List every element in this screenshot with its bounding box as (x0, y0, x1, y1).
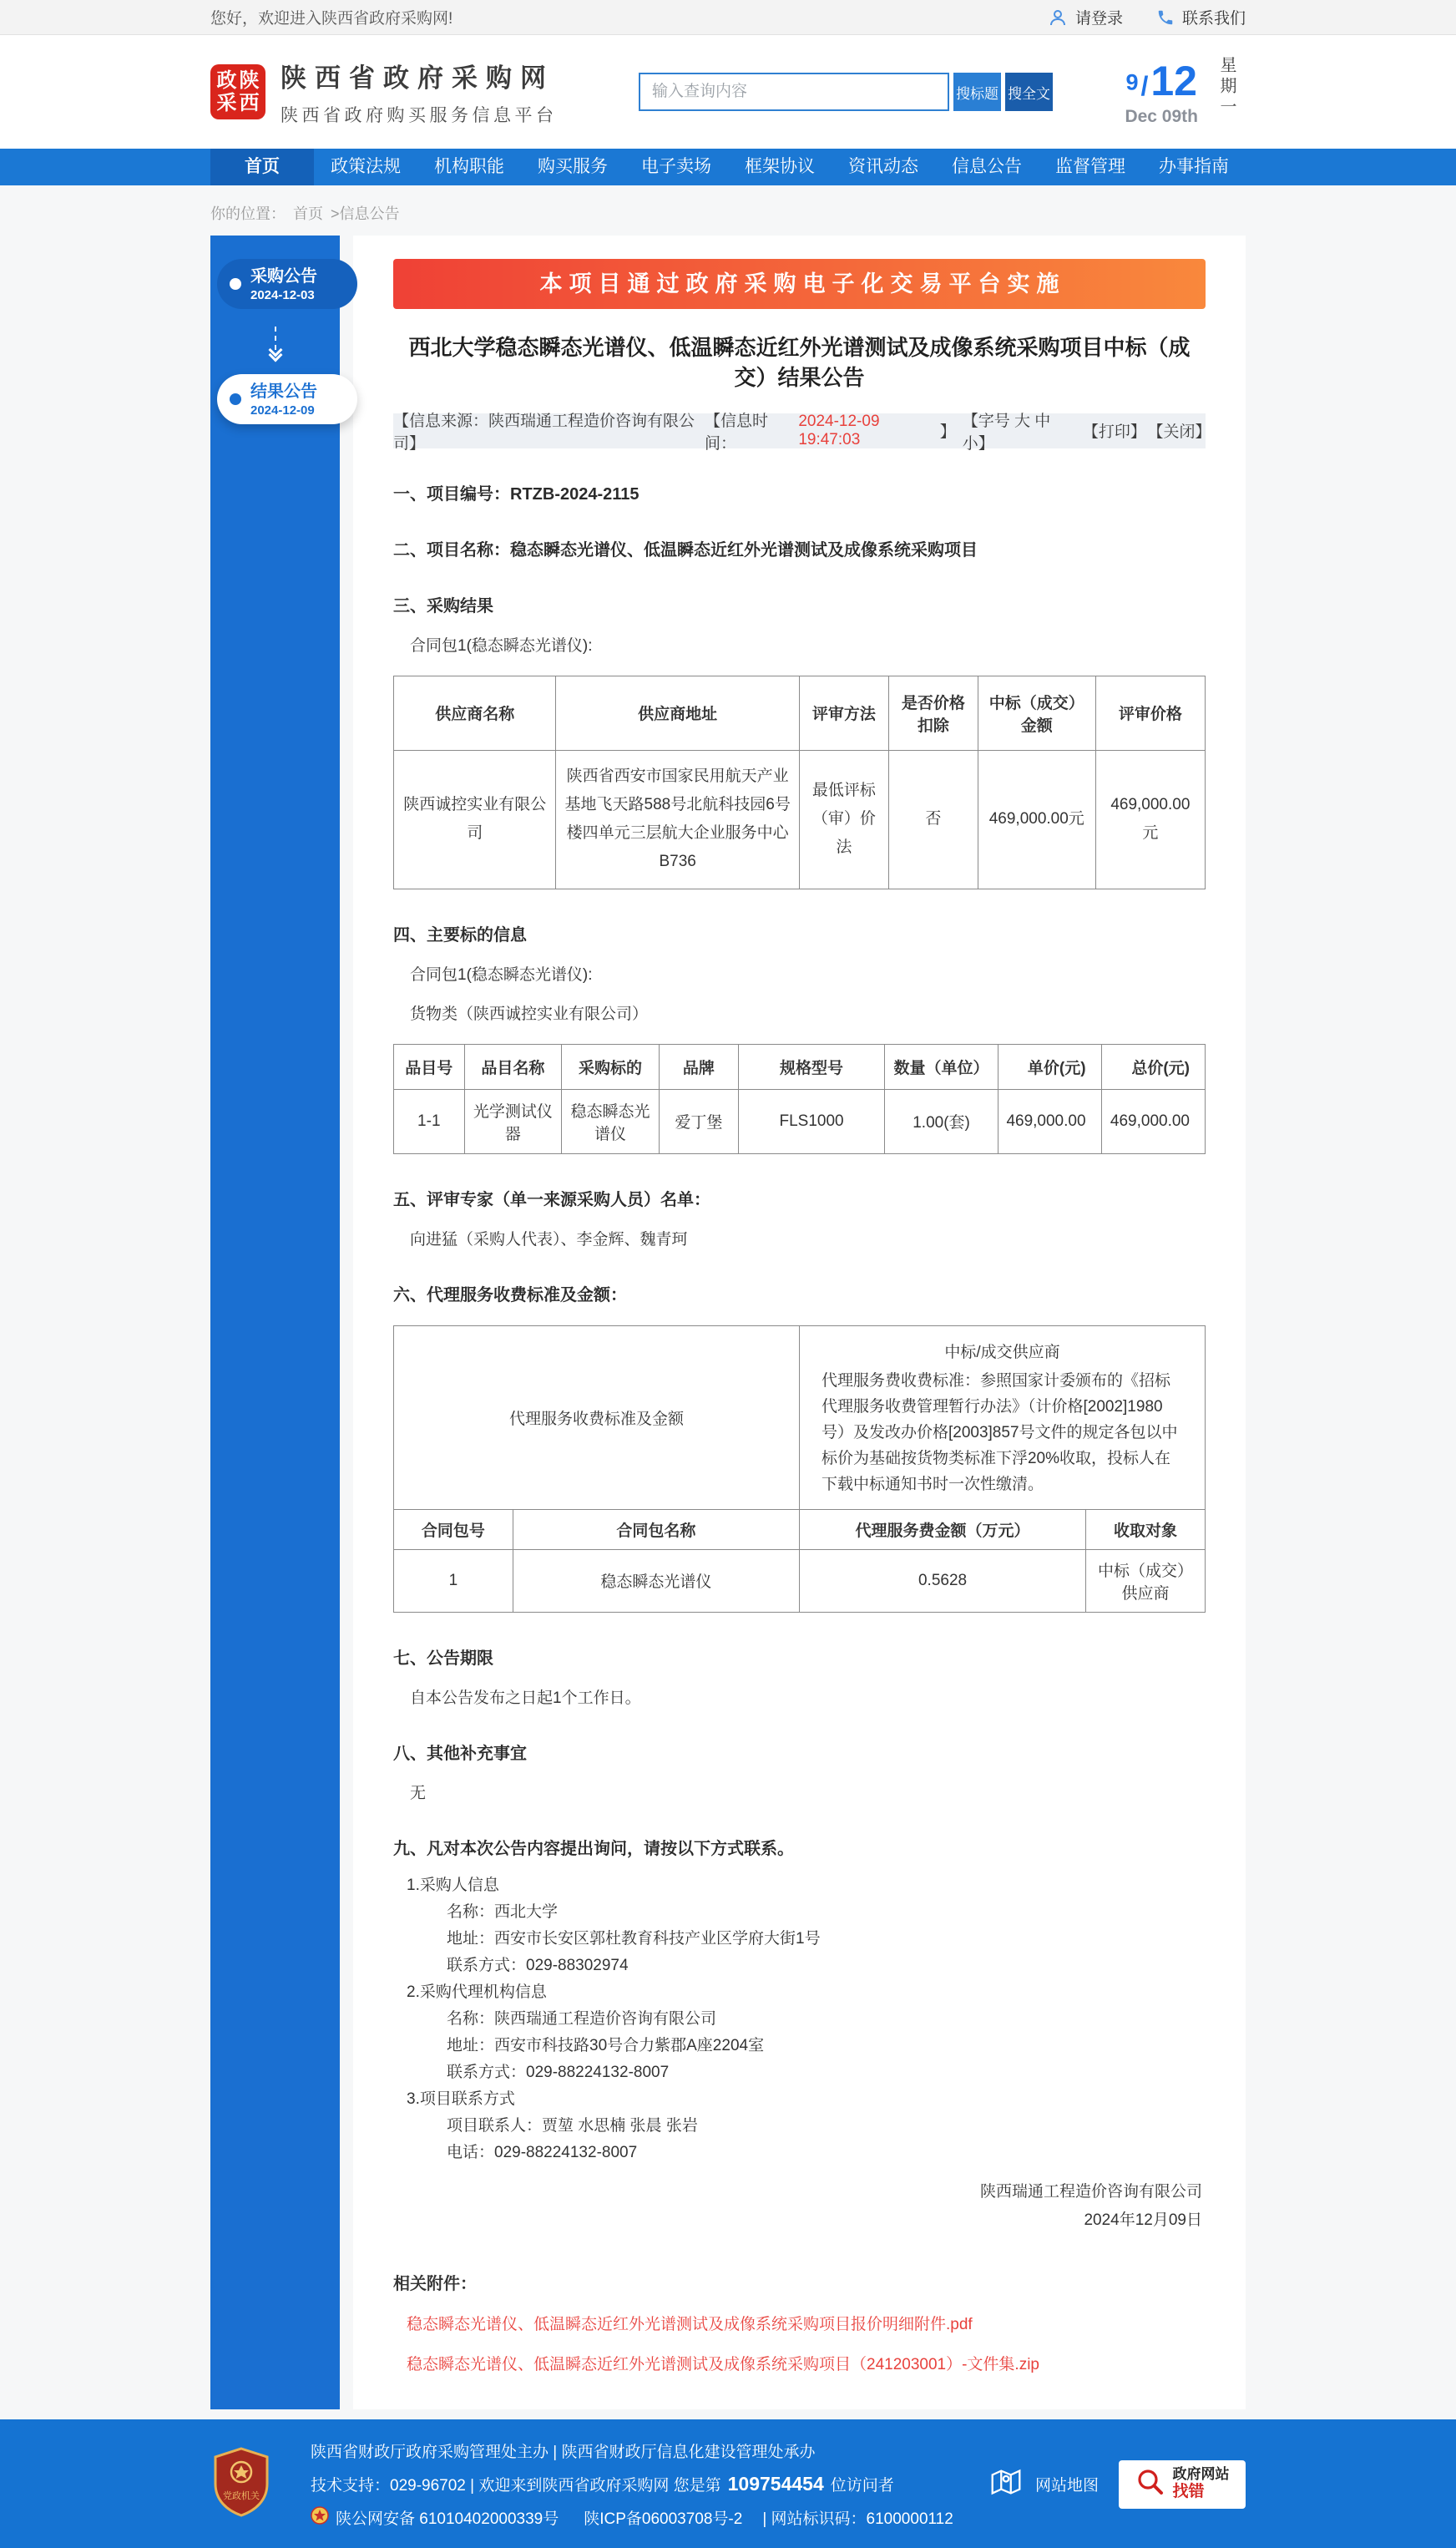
government-shield-icon (210, 2445, 272, 2523)
timeline-arrow-down-icon (210, 312, 340, 374)
announcement-timeline-sidebar (210, 236, 340, 2409)
sidebar-item-date: 2024-12-03 (250, 287, 315, 302)
other-matters-text: 无 (410, 1784, 427, 1802)
footer-line1: 陕西省财政厅政府采购管理处主办 | 陕西省财政厅信息化建设管理处承办 (311, 2443, 816, 2461)
col-header: 品牌 (659, 1044, 738, 1089)
sidebar-item-title: 采购公告 (250, 266, 317, 286)
quantity: 1.00(套) (885, 1089, 998, 1153)
purchaser-name: 名称：西北大学 (447, 1902, 559, 1921)
magnifier-icon (1135, 2467, 1165, 2501)
total-price: 469,000.00 (1101, 1089, 1205, 1153)
unit-price: 469,000.00 (998, 1089, 1101, 1153)
close-button[interactable]: 【关闭】 (1147, 423, 1211, 442)
project-contact-title: 3.项目联系方式 (407, 2090, 515, 2108)
table-header-row (394, 676, 1206, 750)
breadcrumb-current[interactable]: >信息公告 (331, 205, 400, 222)
section-contact-info: 九、凡对本次公告内容提出询问，请按以下方式联系。 (393, 1839, 794, 1858)
svg-text:党政机关: 党政机关 (223, 2491, 260, 2502)
date-month: 9 (1125, 69, 1139, 95)
review-method: 最低评标（审）价法 (799, 750, 888, 889)
platform-banner: 本项目通过政府采购电子化交易平台实施 (393, 259, 1206, 309)
col-header: 合同包名称 (513, 1509, 799, 1549)
font-size-control[interactable]: 【字号 大 中 小】 (962, 412, 1051, 453)
model: FLS1000 (739, 1089, 885, 1153)
nav-item-home[interactable]: 首页 (210, 149, 314, 185)
col-header: 代理服务费金额（万元） (799, 1509, 1085, 1549)
table-header-row (394, 1044, 1206, 1089)
fee-standard-text: 代理服务费收费标准：参照国家计委颁布的《招标代理服务收费管理暂行办法》（计价格[2002]1980号）及发改办价格[2003]857号文件的规定各包以中标价为基础按货物类标准下浮20%收取，投标人在下载中标通知书时一次性缴清。 (821, 1371, 1178, 1493)
badge-find-error-label: 找错 (1172, 2483, 1205, 2501)
nav-item-policy[interactable]: 政策法规 (331, 157, 401, 176)
search-title-button[interactable]: 搜标题 (953, 73, 1001, 111)
breadcrumb-label: 你的位置： (210, 205, 286, 222)
login-link[interactable] (1048, 6, 1123, 28)
nav-item-framework[interactable]: 框架协议 (745, 157, 815, 176)
agency-phone: 联系方式：029-88224132-8007 (447, 2063, 670, 2081)
award-amount: 469,000.00元 (978, 750, 1095, 889)
table-row (394, 1549, 1206, 1612)
section-announcement-period: 七、公告期限 (393, 1649, 493, 1668)
col-header: 供应商名称 (394, 676, 556, 750)
agency-info-title: 2.采购代理机构信息 (407, 1983, 547, 2001)
timeline-dot-icon (230, 278, 241, 290)
purchaser-address: 地址：西安市长安区郭杜教育科技产业区学府大街1号 (447, 1929, 821, 1948)
purchaser-phone: 联系方式：029-88302974 (447, 1956, 629, 1974)
nav-item-emall[interactable]: 电子卖场 (641, 157, 711, 176)
logo-char: 陕 (239, 68, 260, 92)
footer-icp[interactable]: 陕ICP备06003708号-2 (584, 2510, 743, 2529)
sitemap-label: 网站地图 (1034, 2477, 1099, 2495)
police-badge-icon (311, 2506, 329, 2530)
goods-category-label: 货物类（陕西诚控实业有限公司） (410, 1005, 649, 1023)
table-row (394, 1325, 1206, 1509)
fee-winner-line: 中标/成交供应商 (944, 1343, 1060, 1361)
sidebar-item-date: 2024-12-09 (250, 403, 315, 418)
attachment-pdf-link[interactable]: 稳态瞬态光谱仪、低温瞬态近红外光谱测试及成像系统采购项目报价明细附件.pdf (407, 2315, 973, 2333)
table-row (394, 1089, 1206, 1153)
site-subtitle: 陕西省政府购买服务信息平台 (281, 106, 558, 125)
price-deduction: 否 (888, 750, 978, 889)
login-label: 请登录 (1074, 10, 1123, 28)
supplier-name: 陕西诚控实业有限公司 (394, 750, 556, 889)
breadcrumb-home[interactable]: 首页 (293, 205, 324, 222)
package-number: 1 (394, 1549, 513, 1612)
purchaser-info-title: 1.采购人信息 (407, 1876, 499, 1894)
nav-item-news[interactable]: 资讯动态 (848, 157, 918, 176)
site-name: 陕西省政府采购网 (281, 63, 554, 93)
article-meta-bar (393, 412, 1211, 453)
phone-icon (1156, 8, 1175, 27)
search-fulltext-button[interactable]: 搜全文 (1005, 73, 1053, 111)
package-name: 稳态瞬态光谱仪 (513, 1549, 799, 1612)
col-header: 是否价格扣除 (888, 676, 978, 750)
contract-package-label: 合同包1(稳态瞬态光谱仪): (410, 636, 593, 655)
experts-names: 向进猛（采购人代表）、李金辉、魏青珂 (410, 1230, 688, 1249)
project-contact-persons: 项目联系人：贾堃 水思楠 张晨 张岩 (447, 2116, 698, 2135)
section-procurement-result: 三、采购结果 (393, 596, 493, 615)
agency-address: 地址：西安市科技路30号合力紫郡A座2204室 (447, 2036, 765, 2054)
visitor-count: 109754454 (727, 2472, 824, 2495)
item-name: 光学测试仪器 (464, 1089, 562, 1153)
section-project-number: 一、项目编号：RTZB-2024-2115 (393, 484, 640, 504)
search-bar (639, 73, 1053, 111)
date-widget (1125, 56, 1239, 128)
col-header: 采购标的 (562, 1044, 660, 1089)
brand: 爱丁堡 (659, 1089, 738, 1153)
sitemap-icon (987, 2463, 1025, 2506)
contact-label: 联系我们 (1181, 10, 1246, 28)
badge-gov-site-label: 政府网站 (1172, 2465, 1230, 2482)
section-experts: 五、评审专家（单一来源采购人员）名单： (393, 1190, 710, 1209)
welcome-text: 您好，欢迎进入陕西省政府采购网! (210, 10, 453, 28)
col-header: 评审方法 (799, 676, 888, 750)
date-day: 12 (1150, 58, 1197, 104)
procurement-result-table (393, 676, 1206, 889)
error-report-badge[interactable] (1119, 2460, 1246, 2509)
nav-item-purchase-service[interactable]: 购买服务 (538, 157, 608, 176)
sidebar-item-title: 结果公告 (250, 382, 317, 401)
section-project-name: 二、项目名称：稳态瞬态光谱仪、低温瞬态近红外光谱测试及成像系统采购项目 (393, 540, 978, 560)
logo-char: 西 (239, 91, 260, 114)
header (0, 35, 1456, 149)
col-header: 评审价格 (1095, 676, 1205, 750)
nav-item-guide[interactable]: 办事指南 (1159, 157, 1229, 176)
col-header: 品目名称 (464, 1044, 562, 1089)
col-header: 单价(元) (998, 1044, 1101, 1089)
page-title: 西北大学稳态瞬态光谱仪、低温瞬态近红外光谱测试及成像系统采购项目中标（成交）结果公告 (408, 335, 1191, 391)
weekday-label: 星期一 (1217, 56, 1236, 119)
main-nav (0, 149, 1456, 185)
review-price: 469,000.00元 (1095, 750, 1205, 889)
agency-name: 名称：陕西瑞通工程造价咨询有限公司 (447, 2009, 717, 2028)
project-contact-phone: 电话：029-88224132-8007 (447, 2143, 638, 2161)
col-header: 收取对象 (1086, 1509, 1206, 1549)
fee-payer: 中标（成交）供应商 (1086, 1549, 1206, 1612)
nav-item-org[interactable]: 机构职能 (434, 157, 504, 176)
logo-char: 采 (216, 91, 237, 114)
meta-time-suffix: 】 (939, 423, 956, 442)
col-header: 品目号 (394, 1044, 465, 1089)
logo-char: 政 (216, 68, 237, 92)
footer-site-code: | 网站标识码：6100000112 (762, 2510, 953, 2529)
procurement-subject: 稳态瞬态光谱仪 (562, 1089, 660, 1153)
user-icon (1048, 8, 1068, 28)
print-button[interactable]: 【打印】 (1082, 423, 1146, 442)
fee-standard-label: 代理服务收费标准及金额 (394, 1325, 800, 1509)
col-header: 规格型号 (739, 1044, 885, 1089)
supplier-address: 陕西省西安市国家民用航天产业基地飞天路588号北航科技园6号楼四单元三层航大企业服务中心B736 (556, 750, 800, 889)
meta-time-prefix: 【信息时间： (705, 412, 769, 453)
section-other-matters: 八、其他补充事宜 (393, 1744, 527, 1763)
nav-item-announcements[interactable]: 信息公告 (952, 157, 1022, 176)
sidebar-item-procurement-announcement[interactable] (217, 259, 357, 309)
table-row (394, 750, 1206, 889)
table-header-row (394, 1509, 1206, 1549)
col-header: 数量（单位） (885, 1044, 998, 1089)
nav-item-supervision[interactable]: 监督管理 (1055, 157, 1125, 176)
announcement-article (353, 236, 1246, 2409)
sidebar-item-result-announcement[interactable] (217, 374, 357, 424)
footer-beian[interactable]: 陕公网安备 61010402000339号 (336, 2510, 559, 2529)
attachments-title: 相关附件： (393, 2274, 477, 2293)
fee-amount: 0.5628 (799, 1549, 1085, 1612)
col-header: 合同包号 (394, 1509, 513, 1549)
site-logo[interactable] (210, 64, 265, 119)
fee-standard-description (799, 1325, 1205, 1509)
section-main-subject-info: 四、主要标的信息 (393, 925, 527, 945)
attachment-zip-link[interactable]: 稳态瞬态光谱仪、低温瞬态近红外光谱测试及成像系统采购项目（241203001）-文件集.zip (407, 2355, 1039, 2373)
date-slash: / (1140, 71, 1149, 101)
footer-line2-prefix: 技术支持：029-96702 | 欢迎来到陕西省政府采购网 您是第 (311, 2476, 721, 2495)
footer-line2-suffix: 位访问者 (830, 2476, 894, 2495)
signature-date: 2024年12月09日 (1084, 2211, 1202, 2229)
sitemap-link[interactable] (987, 2463, 1099, 2506)
item-number: 1-1 (394, 1089, 465, 1153)
meta-time-value: 2024-12-09 19:47:03 (798, 412, 880, 448)
subject-items-table (393, 1044, 1206, 1154)
col-header: 总价(元) (1101, 1044, 1205, 1089)
search-input[interactable] (639, 73, 949, 111)
contract-package-label: 合同包1(稳态瞬态光谱仪): (410, 965, 593, 984)
signature-company: 陕西瑞通工程造价咨询有限公司 (979, 2182, 1202, 2201)
footer (0, 2419, 1456, 2548)
date-english: Dec 09th (1125, 107, 1198, 126)
contact-link[interactable] (1156, 6, 1246, 28)
agency-fee-table (393, 1325, 1206, 1613)
timeline-dot-icon (230, 393, 241, 405)
col-header: 供应商地址 (556, 676, 800, 750)
meta-source: 【信息来源：陕西瑞通工程造价咨询有限公司】 (393, 412, 695, 453)
topbar (0, 0, 1456, 35)
col-header: 中标（成交）金额 (978, 676, 1095, 750)
section-agency-fee: 六、代理服务收费标准及金额： (393, 1285, 627, 1304)
breadcrumb (210, 185, 1246, 236)
announcement-period-text: 自本公告发布之日起1个工作日。 (410, 1689, 641, 1707)
